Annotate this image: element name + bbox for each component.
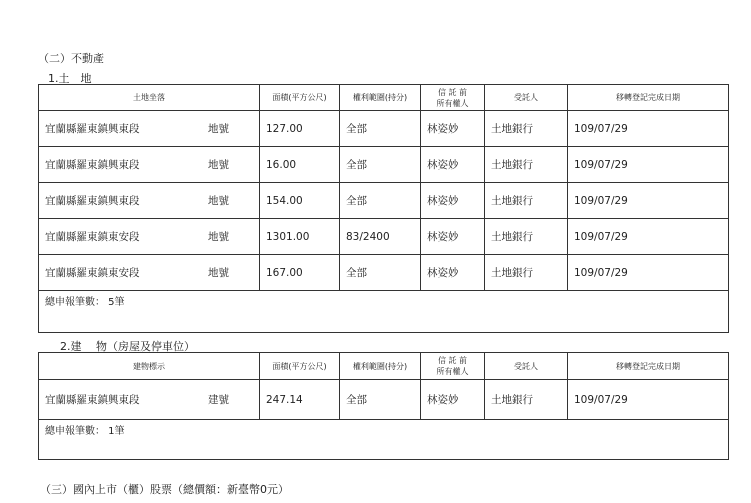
- total-count: 總申報筆數： 5筆: [39, 291, 729, 333]
- building-title: 2.建 物（房屋及停車位）: [60, 340, 195, 353]
- col-header-trustee: 受託人: [485, 353, 568, 380]
- trustee-cell: 土地銀行: [485, 147, 568, 183]
- scope-cell: 83/2400: [340, 219, 421, 255]
- date-cell: 109/07/29: [568, 219, 729, 255]
- date-cell: 109/07/29: [568, 147, 729, 183]
- table-row: [39, 219, 729, 255]
- col-header-date: 移轉登記完成日期: [568, 85, 729, 111]
- date-cell: 109/07/29: [568, 255, 729, 291]
- area-cell: 127.00: [260, 111, 340, 147]
- owner-cell: 林姿妙: [421, 380, 485, 420]
- location-cell: 宜蘭縣羅東鎮興東段 建號: [39, 380, 260, 420]
- building-table: [38, 352, 729, 460]
- col-header-owner: 信 託 前 所有權人: [421, 353, 485, 380]
- trustee-cell: 土地銀行: [485, 183, 568, 219]
- location-cell: 宜蘭縣羅東鎮興東段 地號: [39, 147, 260, 183]
- owner-cell: 林姿妙: [421, 183, 485, 219]
- table-row: [39, 255, 729, 291]
- col-header-area: 面積(平方公尺): [260, 353, 340, 380]
- date-cell: 109/07/29: [568, 111, 729, 147]
- area-cell: 154.00: [260, 183, 340, 219]
- trustee-cell: 土地銀行: [485, 219, 568, 255]
- col-header-scope: 權利範圍(持分): [340, 353, 421, 380]
- area-cell: 247.14: [260, 380, 340, 420]
- table-row: [39, 183, 729, 219]
- trustee-cell: 土地銀行: [485, 380, 568, 420]
- trustee-cell: 土地銀行: [485, 111, 568, 147]
- location-cell: 宜蘭縣羅東鎮興東段 地號: [39, 183, 260, 219]
- scope-cell: 全部: [340, 255, 421, 291]
- location-cell: 宜蘭縣羅東鎮興東段 地號: [39, 111, 260, 147]
- table-row: [39, 380, 729, 420]
- total-row: [39, 291, 729, 333]
- date-cell: 109/07/29: [568, 380, 729, 420]
- land-table: [38, 84, 729, 333]
- section2-title: （二）不動產: [38, 52, 104, 65]
- scope-cell: 全部: [340, 147, 421, 183]
- date-cell: 109/07/29: [568, 183, 729, 219]
- area-cell: 167.00: [260, 255, 340, 291]
- table-row: [39, 111, 729, 147]
- total-count: 總申報筆數： 1筆: [39, 420, 729, 460]
- owner-cell: 林姿妙: [421, 219, 485, 255]
- trustee-cell: 土地銀行: [485, 255, 568, 291]
- col-header-date: 移轉登記完成日期: [568, 353, 729, 380]
- land-header-row: [39, 85, 729, 111]
- scope-cell: 全部: [340, 183, 421, 219]
- scope-cell: 全部: [340, 111, 421, 147]
- col-header-location: 土地坐落: [39, 85, 260, 111]
- area-cell: 1301.00: [260, 219, 340, 255]
- section3-title: （三）國內上市（櫃）股票（總價額：新臺幣0元）: [40, 483, 289, 496]
- owner-cell: 林姿妙: [421, 255, 485, 291]
- area-cell: 16.00: [260, 147, 340, 183]
- total-row: [39, 420, 729, 460]
- location-cell: 宜蘭縣羅東鎮東安段 地號: [39, 255, 260, 291]
- col-header-trustee: 受託人: [485, 85, 568, 111]
- owner-cell: 林姿妙: [421, 147, 485, 183]
- table-row: [39, 147, 729, 183]
- building-header-row: [39, 353, 729, 380]
- col-header-building: 建物標示: [39, 353, 260, 380]
- land-title: 1.土 地: [48, 72, 92, 85]
- location-cell: 宜蘭縣羅東鎮東安段 地號: [39, 219, 260, 255]
- scope-cell: 全部: [340, 380, 421, 420]
- owner-cell: 林姿妙: [421, 111, 485, 147]
- col-header-area: 面積(平方公尺): [260, 85, 340, 111]
- col-header-scope: 權利範圍(持分): [340, 85, 421, 111]
- col-header-owner: 信 託 前 所有權人: [421, 85, 485, 111]
